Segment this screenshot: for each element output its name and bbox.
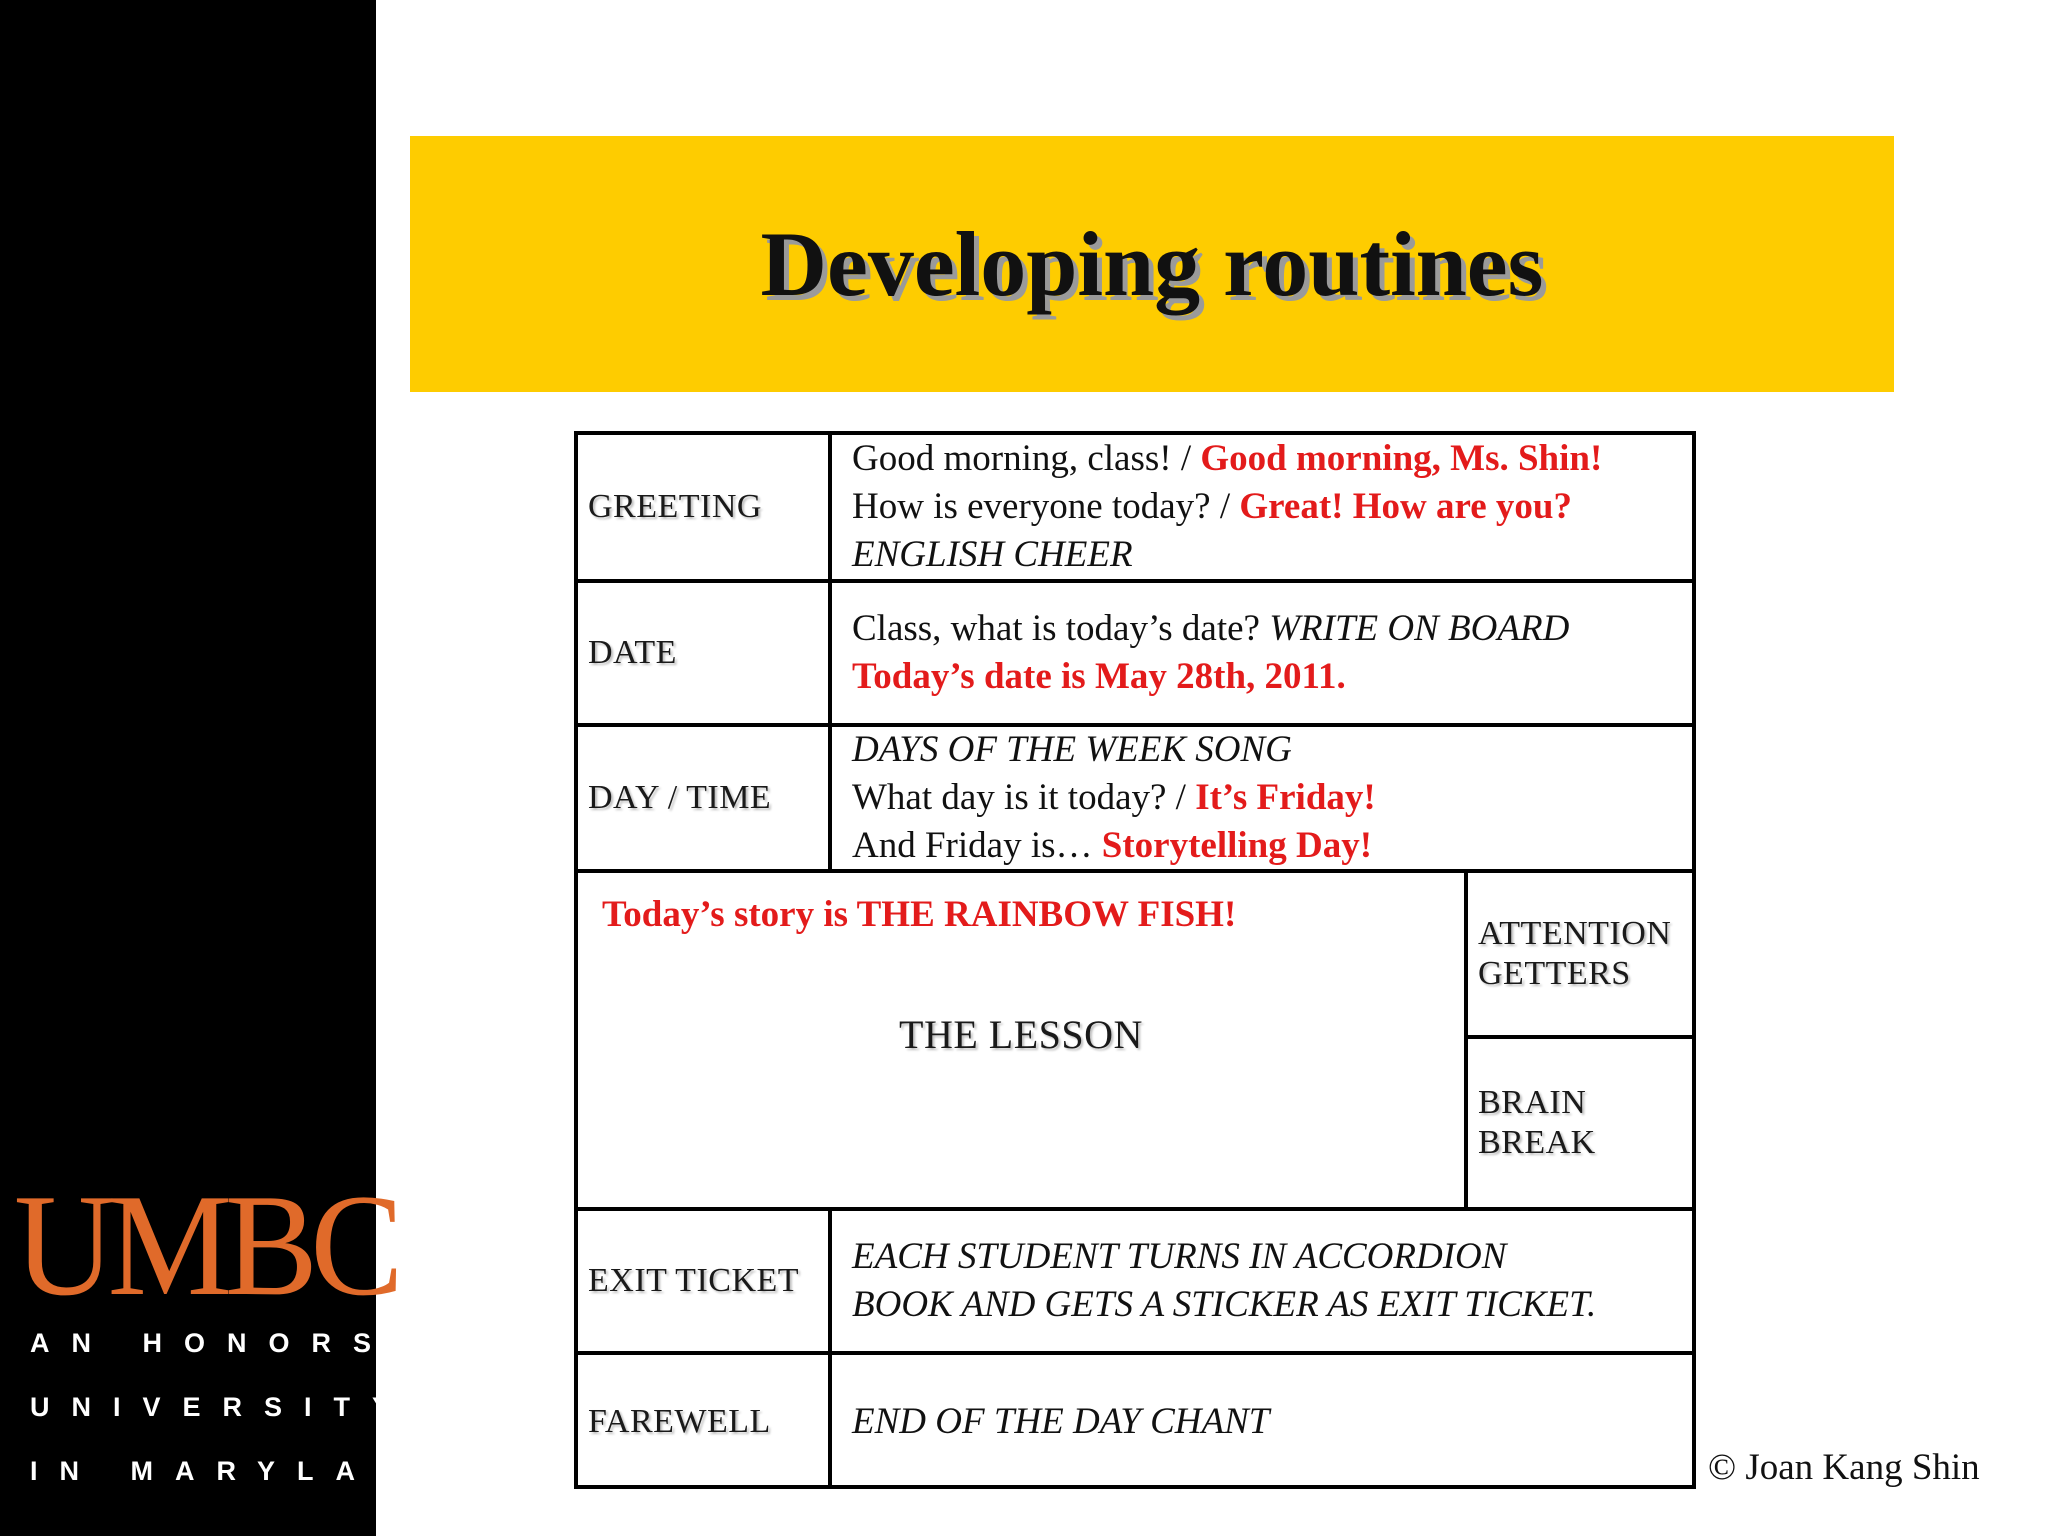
greeting-content [832,435,1692,579]
greeting-line-1 [852,435,1692,483]
student-response: Great! How are you? [1239,486,1572,527]
exit-ticket-line-1: EACH STUDENT TURNS IN ACCORDION [852,1236,1507,1277]
teacher-prompt: What day is it today? / [852,777,1196,818]
day-time-line-1: DAYS OF THE WEEK SONG [852,729,1292,770]
date-line-1 [852,605,1692,653]
teacher-note: WRITE ON BOARD [1269,608,1570,649]
day-time-label-cell [578,727,832,869]
exit-ticket-line-2: BOOK AND GETS A STICKER AS EXIT TICKET. [852,1284,1597,1325]
row-day-time [578,727,1692,873]
student-response: Storytelling Day! [1101,825,1373,866]
greeting-line-3: ENGLISH CHEER [852,534,1133,575]
exit-ticket-label: EXIT TICKET [588,1262,800,1299]
attention-getters-line-1: ATTENTION [1478,915,1672,952]
attention-getters-line-2: GETTERS [1478,955,1631,992]
teacher-prompt: How is everyone today? / [852,486,1240,527]
student-response: It’s Friday! [1195,777,1376,818]
row-date [578,583,1692,727]
teacher-prompt: Class, what is today’s date? [852,608,1270,649]
tagline-line-1: AN HONORS [30,1328,394,1358]
teacher-prompt: And Friday is… [852,825,1102,866]
day-time-content [832,727,1692,869]
lesson-cell [578,873,1468,1207]
row-exit-ticket [578,1211,1692,1355]
date-label: DATE [588,634,677,671]
row-lesson [578,873,1692,1211]
teacher-prompt: Good morning, class! / [852,438,1201,479]
lesson-title: THE LESSON [899,1012,1143,1057]
attention-getters-label [1478,914,1671,994]
brain-break-label [1478,1083,1596,1163]
farewell-line-1: END OF THE DAY CHANT [852,1401,1270,1442]
brain-break-cell [1468,1039,1692,1207]
farewell-content [832,1355,1692,1489]
copyright: © Joan Kang Shin [1708,1447,1980,1488]
student-response: Good morning, Ms. Shin! [1200,438,1603,479]
routine-table [574,431,1696,1489]
day-time-line-2 [852,774,1692,822]
exit-ticket-label-cell [578,1211,832,1351]
row-greeting [578,435,1692,583]
farewell-label: FAREWELL [588,1403,771,1440]
date-content [832,583,1692,723]
brain-break-line-2: BREAK [1478,1124,1596,1161]
attention-getters-cell [1468,873,1692,1039]
sidebar [0,0,460,1536]
story-line: Today’s story is THE RAINBOW FISH! [602,894,1237,935]
slide-title: Developing routines [760,213,1544,315]
date-label-cell [578,583,832,723]
exit-ticket-content [832,1211,1692,1351]
umbc-logo: UMBC [14,1164,397,1326]
tagline-line-3: IN MARYLAND [30,1456,460,1486]
greeting-line-2 [852,483,1692,531]
date-line-2: Today’s date is May 28th, 2011. [852,656,1346,697]
tagline-line-2: UNIVERSITY [30,1392,413,1422]
greeting-label-cell [578,435,832,579]
day-time-line-3 [852,822,1692,870]
title-band [410,136,1894,392]
row-farewell [578,1355,1692,1489]
farewell-label-cell [578,1355,832,1489]
day-time-label: DAY / TIME [588,779,772,816]
greeting-label: GREETING [588,488,762,525]
brain-break-line-1: BRAIN [1478,1084,1587,1121]
